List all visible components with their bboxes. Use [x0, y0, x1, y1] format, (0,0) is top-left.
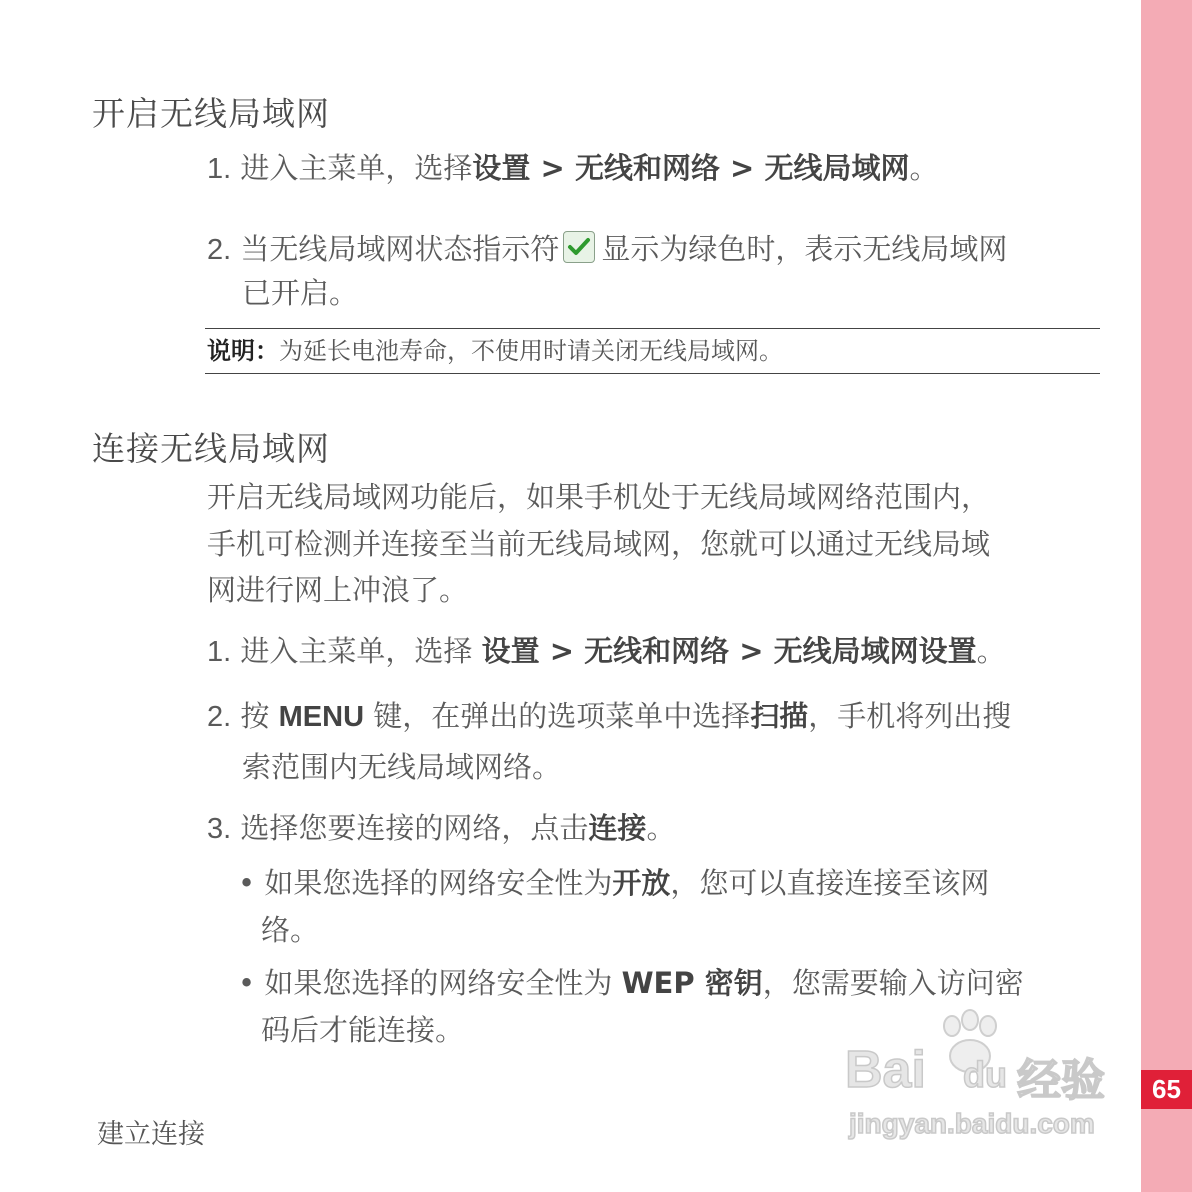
baidu-watermark: Bai du 经验 jingyan.baidu.com — [845, 1008, 1125, 1148]
enable-step-2-line2: 已开启。 — [242, 276, 359, 310]
connect-step-2-line2: 索范围内无线局域网络。 — [242, 750, 562, 784]
side-strip — [1141, 0, 1192, 1192]
enable-step-1: 1. 进入主菜单，选择设置 > 无线和网络 > 无线局域网。 — [207, 151, 939, 185]
bullet-open-network: • 如果您选择的网络安全性为开放，您可以直接连接至该网 — [238, 866, 990, 900]
enable-step-2: 2. 当无线局域网状态指示符 显示为绿色时，表示无线局域网 — [207, 232, 1008, 266]
note-label: 说明： — [207, 337, 279, 365]
connect-step-2: 2. 按 MENU 键，在弹出的选项菜单中选择扫描，手机将列出搜 — [207, 699, 1012, 733]
bullet-wep-network-line2: 码后才能连接。 — [261, 1013, 465, 1047]
footer-chapter-title: 建立连接 — [97, 1119, 205, 1150]
bullet-wep-network: • 如果您选择的网络安全性为 WEP 密钥，您需要输入访问密 — [238, 966, 1024, 1000]
section-heading-enable-wlan: 开启无线局域网 — [92, 94, 330, 133]
note-text: 为延长电池寿命，不使用时请关闭无线局域网。 — [279, 337, 783, 365]
note-box — [205, 328, 1100, 374]
connect-step-3: 3. 选择您要连接的网络，点击连接。 — [207, 811, 676, 845]
connect-step-1: 1. 进入主菜单，选择 设置 > 无线和网络 > 无线局域网设置。 — [207, 634, 1006, 668]
intro-paragraph-line-3: 网进行网上冲浪了。 — [207, 573, 469, 607]
section-heading-connect-wlan: 连接无线局域网 — [92, 429, 330, 468]
checkbox-checked-icon — [563, 231, 595, 263]
page-number: 65 — [1141, 1070, 1192, 1109]
bullet-mark: • — [238, 866, 256, 900]
intro-paragraph-line-2: 手机可检测并连接至当前无线局域网，您就可以通过无线局域 — [207, 527, 991, 561]
bullet-open-network-line2: 络。 — [261, 913, 320, 947]
intro-paragraph-line-1: 开启无线局域网功能后，如果手机处于无线局域网络范围内， — [207, 480, 991, 514]
bullet-mark: • — [238, 966, 256, 1000]
